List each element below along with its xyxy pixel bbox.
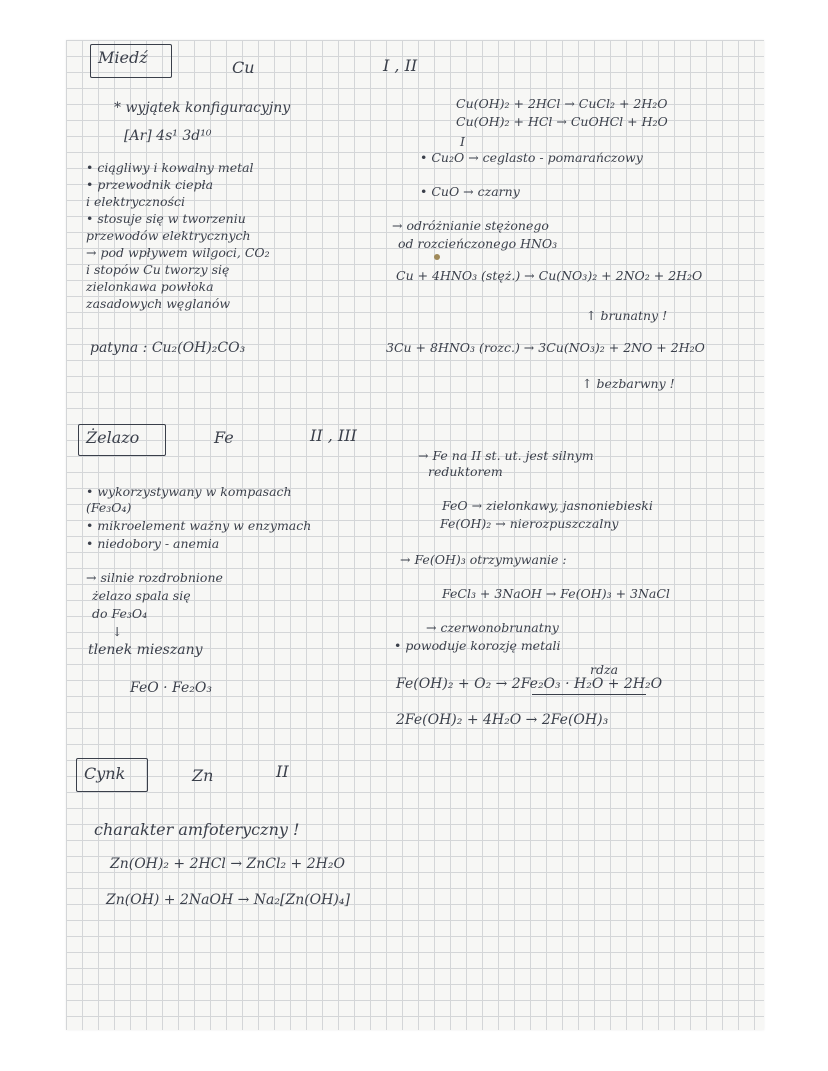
cu-prop-1: • ciągliwy i kowalny metal — [86, 160, 254, 175]
fe-prop-2: (Fe₃O₄) — [86, 500, 132, 515]
nitric-title-2: od rozcieńczonego HNO₃ — [398, 236, 558, 251]
fe-prop-1: • wykorzystywany w kompasach — [86, 484, 292, 499]
cuo-color: • CuO → czarny — [420, 184, 520, 199]
zn-amphoteric-title: charakter amfoteryczny ! — [94, 820, 300, 839]
fe-mixed-oxide-label: tlenek mieszany — [88, 642, 203, 658]
feoh3-prep-eq: FeCl₃ + 3NaOH → Fe(OH)₃ + 3NaCl — [442, 586, 670, 601]
cu-electron-config: [Ar] 4s¹ 3d¹⁰ — [124, 128, 212, 144]
fe-mixed-2: żelazo spala się — [92, 588, 191, 603]
fe-mixed-oxide-formula: FeO · Fe₂O₃ — [130, 680, 212, 696]
cu-patina: patyna : Cu₂(OH)₂CO₃ — [90, 340, 246, 356]
fe-mixed-arrow: ↓ — [112, 624, 123, 639]
zn-eq-2: Zn(OH) + 2NaOH → Na₂[Zn(OH)₄] — [106, 892, 350, 908]
fe-color-red-brown: → czerwonobrunatny — [426, 620, 559, 635]
fe-mixed-1: → silnie rozdrobnione — [86, 570, 223, 585]
cu-prop-3: i elektryczności — [86, 194, 185, 209]
zn-symbol: Zn — [192, 766, 214, 785]
cu-prop-9: zasadowych węglanów — [86, 296, 231, 311]
zn-oxidation-state: II — [276, 762, 289, 781]
cu-oxidation-states: I , II — [383, 56, 418, 75]
cu-config-title: * wyjątek konfiguracyjny — [114, 100, 291, 116]
nitric-dilute-note: ↑ bezbarwny ! — [582, 376, 675, 391]
feoh3-prep-title: → Fe(OH)₃ otrzymywanie : — [400, 552, 567, 567]
cu-reaction-1: Cu(OH)₂ + 2HCl → CuCl₂ + 2H₂O — [456, 96, 668, 111]
fe-title: Żelazo — [86, 428, 140, 447]
cu-prop-6: → pod wpływem wilgoci, CO₂ — [86, 245, 270, 260]
fe-corrosion-eq-1: Fe(OH)₂ + O₂ → 2Fe₂O₃ · H₂O + 2H₂O — [396, 676, 663, 692]
cu-prop-8: zielonkawa powłoka — [86, 279, 214, 294]
feoh2-solubility: Fe(OH)₂ → nierozpuszczalny — [440, 516, 619, 531]
fe-prop-4: • niedobory - anemia — [86, 536, 220, 551]
fe-reducer-2: reduktorem — [428, 464, 503, 479]
feo-color: FeO → zielonkawy, jasnoniebieski — [442, 498, 653, 513]
fe-prop-3: • mikroelement ważny w enzymach — [86, 518, 312, 533]
fe-mixed-3: do Fe₃O₄ — [92, 606, 148, 621]
cu-prop-4: • stosuje się w tworzeniu — [86, 211, 246, 226]
cu-prop-7: i stopów Cu tworzy się — [86, 262, 230, 277]
cu-prop-5: przewodów elektrycznych — [86, 228, 251, 243]
cu-title: Miedź — [98, 48, 148, 67]
cu2o-color: • Cu₂O → ceglasto - pomarańczowy — [420, 150, 643, 165]
rust-underline — [532, 694, 646, 695]
rust-label: rdza — [590, 662, 619, 677]
zn-title: Cynk — [84, 764, 126, 783]
cu-symbol: Cu — [232, 58, 255, 77]
fe-reducer-1: → Fe na II st. ut. jest silnym — [418, 448, 594, 463]
fe-corrosion: • powoduje korozję metali — [394, 638, 561, 653]
cu2o-oxidation-label: I — [460, 134, 465, 149]
fe-oxidation-states: II , III — [310, 426, 357, 445]
fe-symbol: Fe — [214, 428, 234, 447]
ink-dot — [434, 254, 440, 260]
nitric-concentrated-note: ↑ brunatny ! — [586, 308, 668, 323]
nitric-title-1: → odróżnianie stężonego — [392, 218, 549, 233]
cu-prop-2: • przewodnik ciepła — [86, 177, 214, 192]
fe-corrosion-eq-2: 2Fe(OH)₂ + 4H₂O → 2Fe(OH)₃ — [396, 712, 609, 728]
cu-reaction-2: Cu(OH)₂ + HCl → CuOHCl + H₂O — [456, 114, 668, 129]
nitric-concentrated-eq: Cu + 4HNO₃ (stęż.) → Cu(NO₃)₂ + 2NO₂ + 2H₂O — [396, 268, 703, 283]
zn-eq-1: Zn(OH)₂ + 2HCl → ZnCl₂ + 2H₂O — [110, 856, 345, 872]
nitric-dilute-eq: 3Cu + 8HNO₃ (rozc.) → 3Cu(NO₃)₂ + 2NO + 2H₂O — [386, 340, 705, 355]
